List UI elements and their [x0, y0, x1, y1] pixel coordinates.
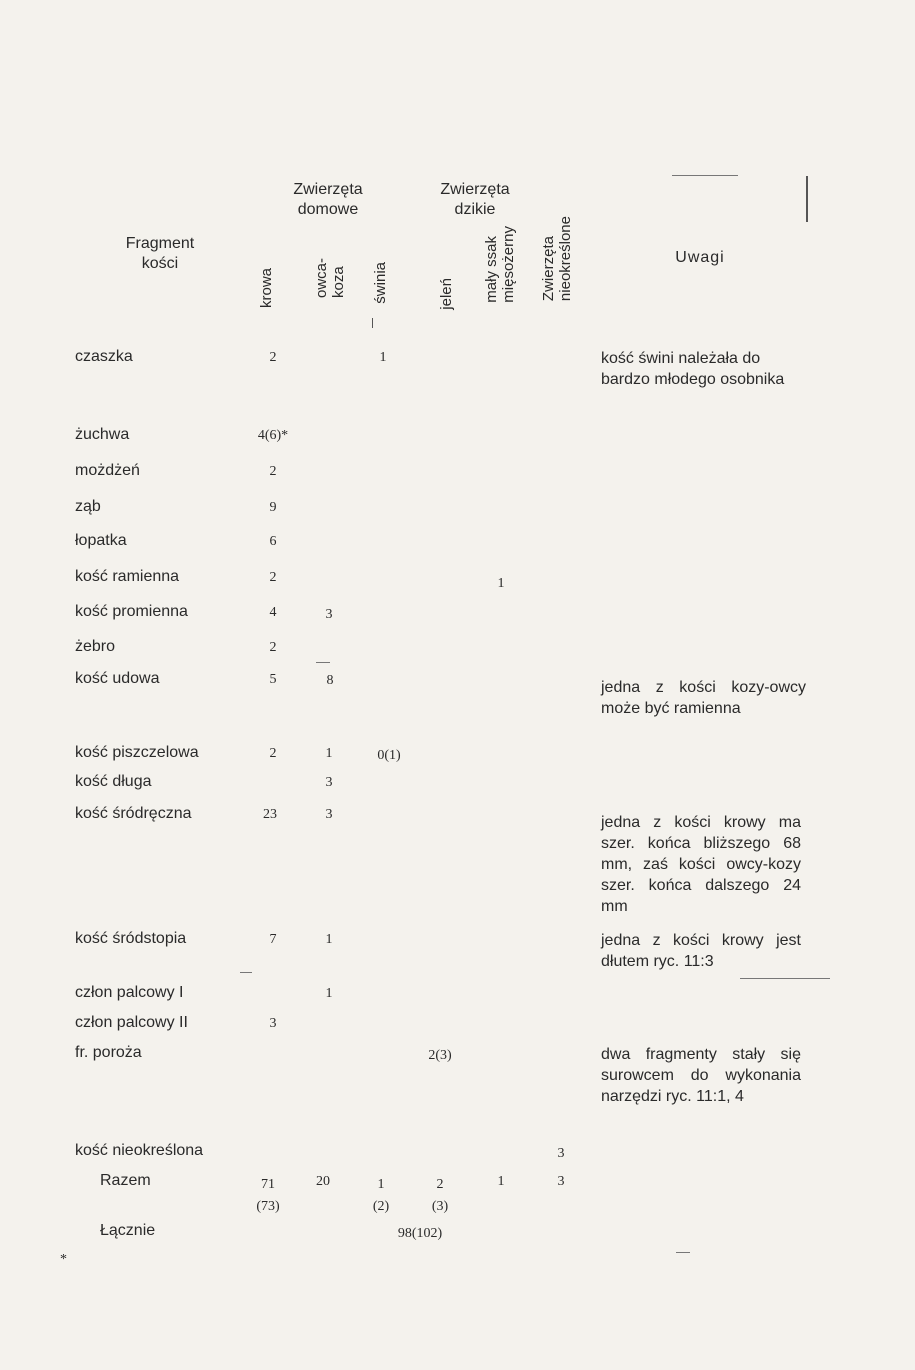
note-kosc-srodstopia: jedna z kości krowy jest dłutem ryc. 11:3 — [601, 932, 801, 970]
row-label: ząb — [75, 498, 101, 515]
row-label: człon palcowy I — [75, 984, 184, 1001]
cell-krowa: 7 — [269, 932, 277, 947]
row-label: kość śródstopia — [75, 930, 187, 947]
cell-nieokreslone: 3 — [557, 1146, 565, 1161]
cell-owca-koza: 1 — [325, 986, 333, 1001]
total-krowa: 71 (73) — [256, 1177, 280, 1214]
total-maly-ssak: 1 — [497, 1174, 505, 1189]
header-wild: Zwierzęta dzikie — [440, 181, 510, 218]
col-header-swinia: świnia — [372, 262, 389, 304]
dash-mark — [676, 1252, 690, 1253]
col-header-maly-ssak: mały ssak mięsożerny — [483, 226, 517, 303]
cell-krowa: 5 — [269, 672, 277, 687]
cell-owca-koza: 3 — [325, 807, 333, 822]
total-nieokreslone: 3 — [557, 1174, 565, 1189]
cell-krowa: 23 — [263, 807, 277, 822]
top-rule — [672, 175, 738, 176]
cell-swinia: 0(1) — [377, 748, 401, 763]
note-czaszka: kość świni należała do bardzo młodego osobnika — [601, 350, 785, 388]
row-label: kość piszczelowa — [75, 744, 199, 761]
cell-krowa: 2 — [269, 640, 277, 655]
note-fr-poroza: dwa fragmenty stały się surowcem do wykonania narzędzi ryc. 11:1, 4 — [601, 1046, 801, 1105]
cell-krowa: 2 — [269, 350, 277, 365]
row-label: kość udowa — [75, 670, 160, 687]
row-label: kość nieokreślona — [75, 1142, 204, 1159]
row-label: żuchwa — [75, 426, 130, 443]
cell-owca-koza: 1 — [325, 746, 333, 761]
header-fragment: Fragment kości — [125, 235, 195, 272]
cell-jelen: 2(3) — [428, 1048, 452, 1063]
total-swinia: 1 (2) — [372, 1177, 390, 1214]
row-label: fr. poroża — [75, 1044, 142, 1061]
total-jelen: 2 (3) — [431, 1177, 449, 1214]
grand-total-label: Łącznie — [100, 1222, 156, 1239]
note-rule — [740, 978, 830, 979]
cell-swinia: 1 — [379, 350, 387, 365]
cell-krowa: 4(6)* — [257, 428, 289, 443]
total-owca-koza: 20 — [316, 1174, 330, 1189]
row-label: kość ramienna — [75, 568, 180, 585]
row-label: czaszka — [75, 348, 133, 365]
cell-krowa: 9 — [269, 500, 277, 515]
note-kosc-udowa: jedna z kości kozy-owcy może być ramienna — [601, 679, 806, 717]
cell-krowa: 2 — [269, 464, 277, 479]
footnote-mark: * — [60, 1252, 67, 1267]
dash-mark — [240, 972, 252, 973]
total-label: Razem — [100, 1172, 151, 1189]
row-label: człon palcowy II — [75, 1014, 188, 1031]
grand-total-value: 98(102) — [397, 1226, 443, 1241]
row-label: możdżeń — [75, 462, 140, 479]
tick-mark — [372, 318, 373, 328]
col-header-owca-koza: owca- koza — [313, 258, 347, 299]
col-header-nieokreslone: Zwierzęta nieokreślone — [540, 216, 574, 302]
row-label: łopatka — [75, 532, 127, 549]
cell-krowa: 4 — [269, 605, 277, 620]
cell-owca-koza: 8 — [326, 673, 334, 688]
cell-krowa: 2 — [269, 746, 277, 761]
header-domestic: Zwierzęta domowe — [293, 181, 363, 218]
cell-owca-koza: 3 — [325, 775, 333, 790]
col-header-jelen: jeleń — [438, 278, 455, 310]
col-header-krowa: krowa — [258, 268, 275, 309]
note-kosc-srodreczna: jedna z kości krowy ma szer. końca bliższego 68 mm, zaś kości owcy-kozy szer. końca dalszego 24 mm — [601, 814, 801, 915]
cell-owca-koza: 1 — [325, 932, 333, 947]
row-label: kość promienna — [75, 603, 188, 620]
cell-krowa: 2 — [269, 570, 277, 585]
row-label: kość śródręczna — [75, 805, 192, 822]
cell-owca-koza: 3 — [325, 607, 333, 622]
header-remarks: Uwagi — [675, 249, 725, 266]
cell-maly-ssak: 1 — [497, 576, 505, 591]
dash-mark — [316, 662, 330, 663]
row-label: żebro — [75, 638, 116, 655]
row-label: kość długa — [75, 773, 152, 790]
cell-krowa: 3 — [269, 1016, 277, 1031]
side-bar — [806, 176, 808, 222]
cell-krowa: 6 — [269, 534, 277, 549]
